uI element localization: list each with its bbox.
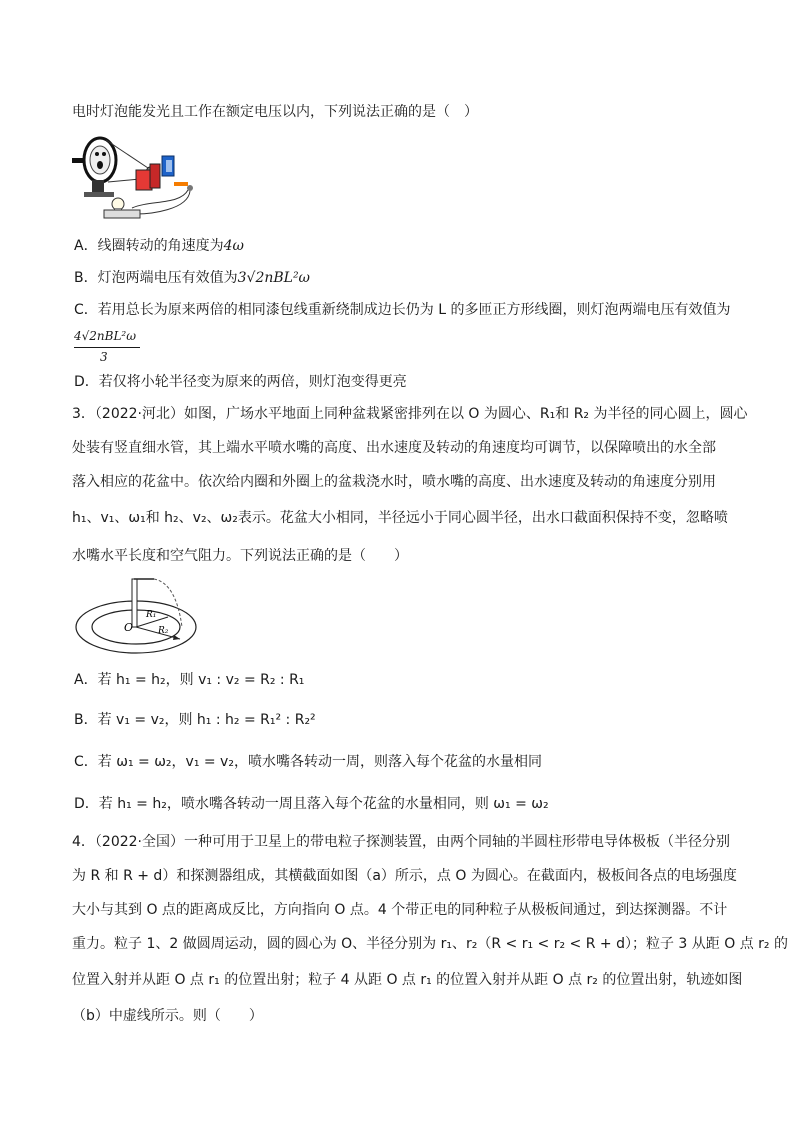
q2-option-a-math: 4ω: [223, 238, 244, 254]
q3-line-1: 3．（2022·河北）如图，广场水平地面上同种盆栽紧密排列在以 O 为圆心、R₁和 R₂ 为半径的同心圆上，圆心: [72, 406, 748, 422]
generator-apparatus-figure: [70, 130, 200, 222]
q3-option-b[interactable]: B．若 v₁ = v₂，则 h₁ : h₂ = R₁² : R₂²: [74, 712, 316, 728]
q3-line-4: h₁、v₁、ω₁和 h₂、v₂、ω₂表示。花盆大小相同，半径远小于同心圆半径，出水口截面积保持不变，忽略喷: [72, 510, 728, 526]
q3-option-c[interactable]: C．若 ω₁ = ω₂，v₁ = v₂，喷水嘴各转动一周，则落入每个花盆的水量相同: [74, 754, 542, 770]
q3-line-2: 处装有竖直细水管，其上端水平喷水嘴的高度、出水速度及转动的角速度均可调节，以保障喷出的水全部: [72, 440, 716, 456]
q4-line-2: 为 R 和 R + d）和探测器组成，其横截面如图（a）所示，点 O 为圆心。在截面内，极板间各点的电场强度: [72, 868, 737, 884]
q2-option-b-label: B．灯泡两端电压有效值为: [74, 270, 238, 286]
concentric-circles-figure: [72, 573, 200, 657]
q4-line-3: 大小与其到 O 点的距离成反比，方向指向 O 点。4 个带正电的同种粒子从极板间通过，到达探测器。不计: [72, 902, 728, 918]
q2-option-c-fraction-denominator: 3: [100, 350, 108, 364]
q2-option-c[interactable]: C．若用总长为原来两倍的相同漆包线重新绕制成边长仍为 L 的多匝正方形线圈，则灯泡两端电压有效值为: [74, 302, 731, 318]
q3-line-5: 水嘴水平长度和空气阻力。下列说法正确的是（ ）: [72, 548, 408, 564]
q4-line-6: （b）中虚线所示。则（ ）: [72, 1008, 263, 1024]
radius-r1-label: R₁: [146, 610, 157, 620]
q2-option-b-math: 3√2nBL²ω: [237, 270, 310, 286]
q4-line-4: 重力。粒子 1、2 做圆周运动，圆的圆心为 O、半径分别为 r₁、r₂（R < r₁ < r₂ < R + d）；粒子 3 从距 O 点 r₂ 的: [72, 936, 788, 952]
q4-line-1: 4．（2022·全国）一种可用于卫星上的带电粒子探测装置，由两个同轴的半圆柱形带电导体极板（半径分别: [72, 834, 730, 850]
q2-option-a[interactable]: [74, 236, 244, 256]
q3-option-d[interactable]: D．若 h₁ = h₂，喷水嘴各转动一周且落入每个花盆的水量相同，则 ω₁ = ω₂: [74, 796, 549, 812]
q4-line-5: 位置入射并从距 O 点 r₁ 的位置出射；粒子 4 从距 O 点 r₁ 的位置入射并从距 O 点 r₂ 的位置出射，轨迹如图: [72, 972, 743, 988]
fraction-bar: [74, 347, 140, 348]
q2-option-d[interactable]: D．若仅将小轮半径变为原来的两倍，则灯泡变得更亮: [74, 374, 407, 390]
q2-option-a-label: A．线圈转动的角速度为: [74, 238, 224, 254]
q3-line-3: 落入相应的花盆中。依次给内圈和外圈上的盆栽浇水时，喷水嘴的高度、出水速度及转动的角速度分别用: [72, 474, 716, 490]
radius-r2-label: R₂: [158, 626, 169, 636]
q2-intro-text: 电时灯泡能发光且工作在额定电压以内，下列说法正确的是（ ）: [72, 104, 478, 120]
circle-center-label: O: [124, 621, 134, 634]
q3-option-a[interactable]: A．若 h₁ = h₂，则 v₁ : v₂ = R₂ : R₁: [74, 672, 305, 688]
q2-option-c-fraction-numerator: 4√2nBL²ω: [74, 329, 137, 343]
q2-option-b[interactable]: [74, 268, 310, 288]
